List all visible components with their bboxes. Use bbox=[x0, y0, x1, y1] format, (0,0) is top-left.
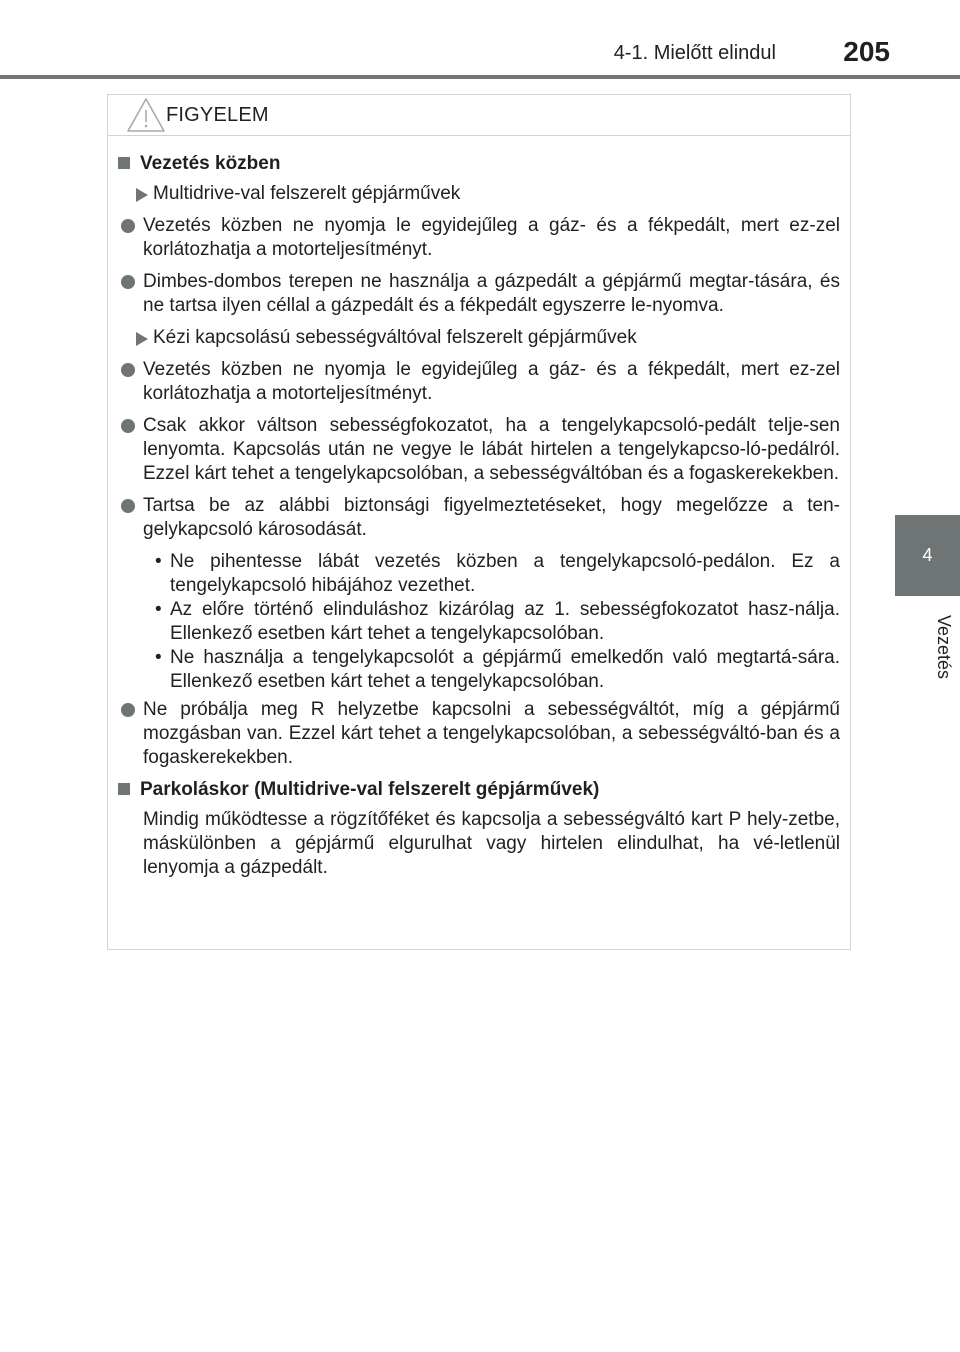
header-section-title: 4-1. Mielőtt elindul bbox=[613, 42, 776, 64]
caution-label: FIGYELEM bbox=[166, 104, 269, 126]
list-item bbox=[118, 414, 840, 486]
bullet-line bbox=[118, 646, 840, 694]
subsection-heading bbox=[118, 326, 840, 350]
section-heading bbox=[118, 778, 840, 802]
triangle-bullet-icon bbox=[136, 188, 148, 202]
round-bullet-icon bbox=[121, 275, 135, 289]
warning-triangle-icon bbox=[126, 97, 166, 133]
bullet-text: Ne használja a tengelykapcsolót a gépjármű emelkedőn való megtartá-sára. Ellenkező esetben kárt tehet a tengelykapcsolóban. bbox=[170, 647, 840, 692]
list-item-text: Tartsa be az alábbi biztonsági figyelmeztetéseket, hogy megelőzze a ten-gelykapcsoló károsodását. bbox=[143, 495, 840, 540]
chapter-number: 4 bbox=[922, 545, 933, 565]
list-item-text: Vezetés közben ne nyomja le egyidejűleg a gáz- és a fékpedált, mert ez-zel korlátozhatja a motorteljesítményt. bbox=[143, 359, 840, 404]
list-item bbox=[118, 214, 840, 262]
round-bullet-icon bbox=[121, 219, 135, 233]
bullet-mark: • bbox=[155, 599, 162, 620]
list-item-text: Ne próbálja meg R helyzetbe kapcsolni a sebességváltót, míg a gépjármű mozgásban van. Ezzel kárt tehet a tengelykapcsolóban, a sebességváltó-ban és a fogaskerekekben. bbox=[143, 699, 840, 768]
list-item bbox=[118, 494, 840, 542]
list-item bbox=[118, 698, 840, 770]
bullet-mark: • bbox=[155, 647, 162, 668]
section-heading bbox=[118, 152, 840, 176]
list-item bbox=[118, 358, 840, 406]
subsection-title: Multidrive-val felszerelt gépjárművek bbox=[153, 183, 461, 204]
round-bullet-icon bbox=[121, 499, 135, 513]
chapter-tab[interactable] bbox=[895, 515, 960, 596]
bullet-line bbox=[118, 598, 840, 646]
bullet-text: Az előre történő elinduláshoz kizárólag az 1. sebességfokozatot hasz-nálja. Ellenkező esetben kárt tehet a tengelykapcsolóban. bbox=[170, 599, 840, 644]
header-divider bbox=[0, 75, 960, 79]
bullet-text: Ne pihentesse lábát vezetés közben a tengelykapcsoló-pedálon. Ez a tengelykapcsoló hibájához vezethet. bbox=[170, 551, 840, 596]
section-title: Parkoláskor (Multidrive-val felszerelt gépjárművek) bbox=[140, 779, 600, 800]
bullet-line bbox=[118, 550, 840, 598]
section-title: Vezetés közben bbox=[140, 153, 281, 174]
list-item-text: Vezetés közben ne nyomja le egyidejűleg a gáz- és a fékpedált, mert ez-zel korlátozhatja a motorteljesítményt. bbox=[143, 215, 840, 260]
round-bullet-icon bbox=[121, 419, 135, 433]
page-number: 205 bbox=[843, 36, 890, 67]
bullet-mark: • bbox=[155, 551, 162, 572]
round-bullet-icon bbox=[121, 703, 135, 717]
chapter-label: Vezetés bbox=[934, 614, 954, 680]
caution-body bbox=[108, 136, 850, 880]
square-bullet-icon bbox=[118, 783, 130, 795]
section-paragraph: Mindig működtesse a rögzítőféket és kapcsolja a sebességváltó kart P hely-zetbe, máskülönben a gépjármű elgurulhat vagy hirtelen elindulhat, ha vé-letlenül lenyomja a gázpedált. bbox=[143, 809, 840, 878]
round-bullet-icon bbox=[121, 363, 135, 377]
subsection-title: Kézi kapcsolású sebességváltóval felszerelt gépjárművek bbox=[153, 327, 637, 348]
list-item-text: Csak akkor váltson sebességfokozatot, ha a tengelykapcsoló-pedált telje-sen lenyomta. Kapcsolás után ne vegye le lábát hirtelen a tengelykapcso-ló-pedálról. Ezzel kárt tehet a tengelykapcsolóban, a sebességváltóban és a fogaskerekekben. bbox=[143, 415, 840, 484]
list-item bbox=[118, 270, 840, 318]
list-item-text: Dimbes-dombos terepen ne használja a gázpedált a gépjármű megtar-tására, és ne tartsa ilyen céllal a gázpedált és a fékpedált egyszerre le-nyomva. bbox=[143, 271, 840, 316]
caution-header bbox=[108, 95, 850, 136]
caution-box bbox=[107, 94, 851, 950]
square-bullet-icon bbox=[118, 157, 130, 169]
subsection-heading bbox=[118, 182, 840, 206]
triangle-bullet-icon bbox=[136, 332, 148, 346]
